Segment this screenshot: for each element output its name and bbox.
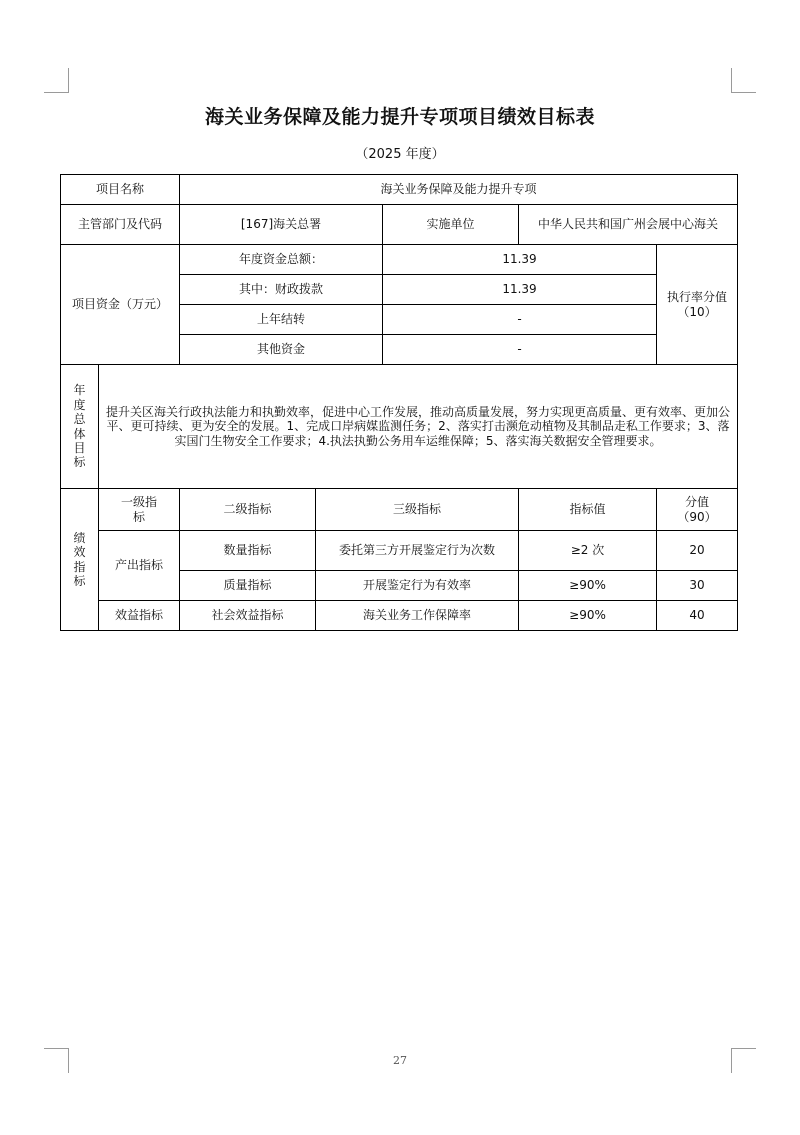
row-score: 20	[657, 531, 738, 571]
dept-label: 主管部门及代码	[61, 205, 180, 245]
row-level3: 海关业务工作保障率	[316, 601, 519, 631]
row-value: ≥90%	[519, 601, 657, 631]
funds-carryover-value: -	[383, 305, 657, 335]
annual-goal-text: 提升关区海关行政执法能力和执勤效率，促进中心工作发展，推动高质量发展，努力实现更高质量、更有效率、更加公平、更可持续、更为安全的发展。1、完成口岸病媒监测任务；2、落实打击濒危动植物及其制品走私工作要求；3、落实国门生物安全工作要求；4.执法执勤公务用车运维保障；5、落实海关数据安全管理要求。	[99, 365, 738, 489]
row-level1-output: 产出指标	[99, 531, 180, 601]
indicators-label-text: 绩效指标	[73, 530, 86, 588]
row-level2: 质量指标	[180, 571, 316, 601]
funds-total-label: 年度资金总额：	[180, 245, 383, 275]
project-name-value: 海关业务保障及能力提升专项	[180, 175, 738, 205]
impl-unit-value: 中华人民共和国广州会展中心海关	[519, 205, 738, 245]
dept-value: [167]海关总署	[180, 205, 383, 245]
header-score: 分值（90）	[657, 489, 738, 531]
performance-goal-table	[60, 174, 738, 631]
funds-label: 项目资金（万元）	[61, 245, 180, 365]
funds-other-label: 其他资金	[180, 335, 383, 365]
indicators-label	[61, 489, 99, 631]
row-score: 30	[657, 571, 738, 601]
crop-mark-top-right	[731, 68, 756, 93]
project-name-label: 项目名称	[61, 175, 180, 205]
funds-total-value: 11.39	[383, 245, 657, 275]
header-level2: 二级指标	[180, 489, 316, 531]
document-subtitle: （2025 年度）	[355, 147, 445, 162]
header-level1: 一级指标	[99, 489, 180, 531]
funds-other-value: -	[383, 335, 657, 365]
row-level2: 社会效益指标	[180, 601, 316, 631]
row-level3: 委托第三方开展鉴定行为次数	[316, 531, 519, 571]
annual-goal-label	[61, 365, 99, 489]
header-value: 指标值	[519, 489, 657, 531]
crop-mark-top-left	[44, 68, 69, 93]
page-number: 27	[393, 1054, 407, 1067]
row-level1-benefit: 效益指标	[99, 601, 180, 631]
funds-fiscal-value: 11.39	[383, 275, 657, 305]
row-value: ≥2 次	[519, 531, 657, 571]
funds-fiscal-label: 其中：财政拨款	[180, 275, 383, 305]
impl-unit-label: 实施单位	[383, 205, 519, 245]
funds-carryover-label: 上年结转	[180, 305, 383, 335]
row-value: ≥90%	[519, 571, 657, 601]
row-score: 40	[657, 601, 738, 631]
exec-rate-label: 执行率分值（10）	[657, 245, 738, 365]
row-level3: 开展鉴定行为有效率	[316, 571, 519, 601]
document-title: 海关业务保障及能力提升专项项目绩效目标表	[204, 106, 595, 128]
annual-goal-label-text: 年度总体目标	[73, 383, 86, 470]
row-level2: 数量指标	[180, 531, 316, 571]
header-level3: 三级指标	[316, 489, 519, 531]
